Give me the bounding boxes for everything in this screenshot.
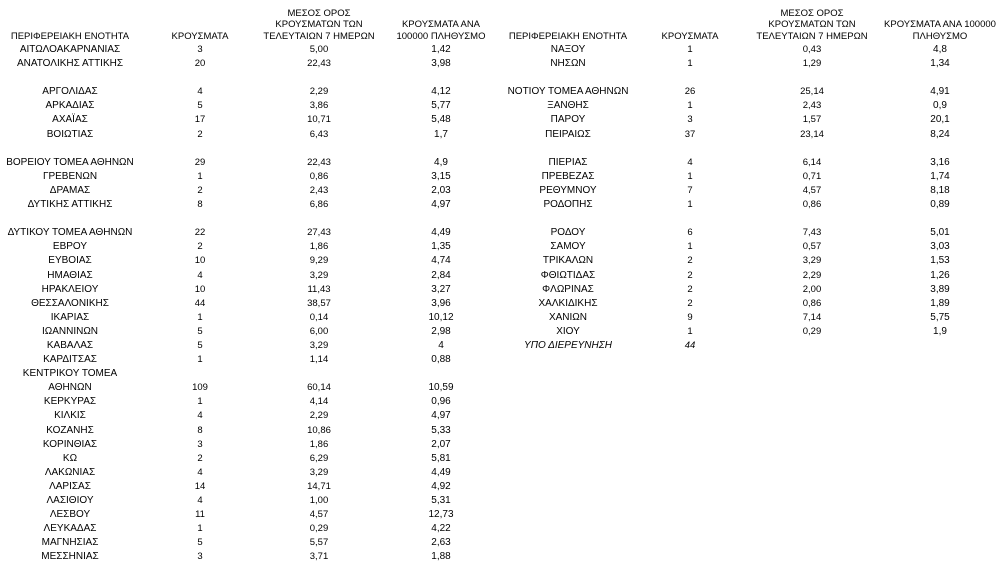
cell-area: ΕΒΡΟΥ [52,241,88,253]
cell-per100k: 5,33 [431,424,451,436]
cell-per100k: 4 [438,339,444,351]
cell-avg: 0,14 [309,311,329,323]
cell-cases: 1 [687,170,693,182]
cell-cases: 9 [687,311,693,323]
header-area: ΠΕΡΙΦΕΡΕΙΑΚΗ ΕΝΟΤΗΤΑ [10,30,130,42]
cell-cases: 20 [194,58,206,70]
cell-per100k: 2,07 [431,438,451,450]
cell-avg: 0,57 [802,241,822,253]
header-avg: ΜΕΣΟΣ ΟΡΟΣ ΚΡΟΥΣΜΑΤΩΝ ΤΩΝ ΤΕΛΕΥΤΑΙΩΝ 7 ΗΜΕΡΩΝ [263,7,375,42]
table-row [0,57,500,71]
table-row [500,170,997,184]
cell-avg: 5,00 [309,44,329,55]
cell-cases: 3 [197,438,203,450]
cell-avg: 0,86 [802,297,822,309]
table-row [0,99,500,113]
cell-area: ΞΑΝΘΗΣ [547,100,589,112]
table-row [0,254,500,268]
cell-avg: 11,43 [307,283,331,295]
cell-per100k: 1,26 [930,269,950,281]
cell-avg: 2,00 [802,283,822,295]
table-row [0,212,500,226]
cell-cases: 1 [687,199,693,211]
cell-avg: 7,14 [802,311,822,323]
cell-per100k: 4,12 [431,86,451,98]
table-row [500,226,997,240]
table-row [0,550,500,564]
cell-avg: 0,43 [802,44,822,55]
table-row [500,198,997,212]
table-row [0,113,500,127]
cell-avg: 3,71 [309,551,329,563]
cell-avg: 1,86 [309,241,329,253]
cell-area: ΑΡΓΟΛΙΔΑΣ [42,86,98,98]
table-row [500,269,997,283]
cell-per100k: 3,15 [431,170,451,182]
cell-cases: 1 [687,100,693,112]
cell-cases: 2 [687,297,693,309]
cell-avg: 2,29 [802,269,822,281]
cell-avg: 23,14 [800,128,824,140]
cell-area: ΛΕΣΒΟΥ [49,509,91,521]
cell-cases: 1 [197,354,203,366]
cell-cases: 1 [197,523,203,535]
table-row [500,113,997,127]
cell-avg: 4,57 [309,509,329,521]
cell-cases: 2 [197,452,203,464]
cell-area: ΣΑΜΟΥ [550,241,586,253]
cell-cases: 1 [197,170,203,182]
cell-area: ΡΟΔΟΥ [550,227,586,239]
cell-per100k: 3,27 [431,283,451,295]
table-row [500,43,997,57]
cell-area: ΒΟΡΕΙΟΥ ΤΟΜΕΑ ΑΘΗΝΩΝ [6,156,134,168]
table-row [0,156,500,170]
cell-cases: 1 [687,58,693,70]
cell-per100k: 8,24 [930,128,950,140]
table-row [0,438,500,452]
cell-area: ΦΛΩΡΙΝΑΣ [542,283,594,295]
cell-cases: 2 [197,184,203,196]
cell-cases: 6 [687,227,693,239]
table-row [0,198,500,212]
cell-avg: 3,29 [802,255,822,267]
cell-area: ΑΡΚΑΔΙΑΣ [45,100,95,112]
cell-cases: 5 [197,100,203,112]
cell-area: ΝΗΣΩΝ [550,58,586,70]
cell-area: ΛΕΥΚΑΔΑΣ [43,523,97,535]
cell-area: ΚΑΡΔΙΤΣΑΣ [43,354,97,366]
table-row [500,240,997,254]
table-row [0,240,500,254]
cell-area: ΡΕΘΥΜΝΟΥ [539,184,597,196]
cell-avg: 10,71 [307,114,331,126]
cell-per100k: 2,84 [431,269,451,281]
cell-area: ΦΘΙΩΤΙΔΑΣ [540,269,596,281]
cell-per100k: 1,7 [434,128,448,140]
cell-avg: 1,86 [309,438,329,450]
left-rows [0,43,500,564]
table-row [500,254,997,268]
table-row [500,142,997,156]
cell-avg: 0,86 [309,170,329,182]
table-row [0,297,500,311]
cell-avg: 0,71 [802,170,822,182]
cell-area: ΚΕΝΤΡΙΚΟΥ ΤΟΜΕΑ [22,368,118,380]
cell-per100k: 4,8 [933,44,947,55]
cell-avg: 6,43 [309,128,329,140]
cell-avg: 1,14 [309,354,329,366]
cell-avg: 6,14 [802,156,822,168]
cell-per100k: 5,75 [930,311,950,323]
cell-avg: 4,57 [802,184,822,196]
table-row [0,536,500,550]
cell-per100k: 4,9 [434,156,448,168]
cell-avg: 3,29 [309,269,329,281]
table-row [0,226,500,240]
cell-cases: 2 [687,255,693,267]
cell-area: ΚΑΒΑΛΑΣ [46,339,94,351]
cell-area: ΛΑΡΙΣΑΣ [49,480,91,492]
table-row [500,212,997,226]
cell-cases: 10 [194,283,206,295]
table-row [0,353,500,367]
cell-area: ΚΕΡΚΥΡΑΣ [43,396,97,408]
cell-area: ΗΜΑΘΙΑΣ [47,269,93,281]
cell-per100k: 5,77 [431,100,451,112]
cell-cases: 8 [197,424,203,436]
cell-avg: 6,00 [309,325,329,337]
table-row [500,184,997,198]
table-row [0,452,500,466]
cell-cases: 4 [197,410,203,422]
cell-avg: 14,71 [307,480,331,492]
cell-area: ΔΥΤΙΚΗΣ ΑΤΤΙΚΗΣ [27,199,113,211]
cell-per100k: 0,88 [431,354,451,366]
cell-avg: 0,29 [309,523,329,535]
cell-avg: 2,29 [309,86,329,98]
cell-cases: 3 [687,114,693,126]
cell-per100k: 4,49 [431,227,451,239]
cell-avg: 1,57 [802,114,822,126]
cell-per100k: 1,42 [431,44,451,55]
cell-area: ΠΙΕΡΙΑΣ [548,156,588,168]
cell-area: ΛΑΣΙΘΙΟΥ [46,495,94,506]
cell-avg: 0,29 [802,325,822,337]
cell-cases: 11 [195,509,205,521]
header-area: ΠΕΡΙΦΕΡΕΙΑΚΗ ΕΝΟΤΗΤΑ [508,30,628,42]
cell-area: ΑΙΤΩΛΟΑΚΑΡΝΑΝΙΑΣ [19,44,121,55]
table-row [500,128,997,142]
cell-per100k: 2,63 [431,537,451,549]
cell-area: ΜΕΣΣΗΝΙΑΣ [41,551,99,563]
cell-per100k: 0,96 [431,396,451,408]
cell-per100k: 1,9 [933,325,947,337]
cell-area: ΚΟΖΑΝΗΣ [46,424,94,436]
cell-avg: 22,43 [307,58,331,70]
cell-per100k: 3,03 [930,241,950,253]
table-row [500,311,997,325]
cell-area: ΤΡΙΚΑΛΩΝ [542,255,594,267]
cell-avg: 7,43 [802,227,822,239]
table-row [500,57,997,71]
cell-cases: 4 [197,86,203,98]
cell-avg: 1,29 [802,58,822,70]
table-row [0,339,500,353]
cell-avg: 3,29 [309,466,329,478]
cell-area: ΧΑΛΚΙΔΙΚΗΣ [538,297,598,309]
cell-area: ΛΑΚΩΝΙΑΣ [44,466,96,478]
cell-per100k: 2,98 [431,325,451,337]
cell-cases: 2 [687,283,693,295]
cell-per100k: 0,9 [933,100,947,112]
cell-cases: 4 [197,495,203,506]
table-row [0,424,500,438]
cell-area: ΒΟΙΩΤΙΑΣ [46,128,94,140]
cell-area: ΗΡΑΚΛΕΙΟΥ [41,283,99,295]
cell-area: ΙΚΑΡΙΑΣ [50,311,90,323]
cell-cases: 14 [194,480,206,492]
cell-avg: 9,29 [309,255,329,267]
cell-area: ΔΡΑΜΑΣ [49,184,91,196]
cell-per100k: 3,98 [431,58,451,70]
cell-per100k: 5,31 [431,495,451,506]
cell-per100k: 4,97 [431,410,451,422]
cell-cases: 8 [197,199,203,211]
header-cases: ΚΡΟΥΣΜΑΤΑ [171,30,229,42]
cell-area: ΧΙΟΥ [556,325,580,337]
table-row [500,325,997,339]
cell-per100k: 2,03 [431,184,451,196]
cell-area: ΚΙΛΚΙΣ [54,410,86,422]
cell-avg: 5,57 [309,537,329,549]
table-row [0,184,500,198]
table-row [0,508,500,522]
cell-cases: 2 [687,269,693,281]
cell-cases: 1 [687,241,693,253]
cell-per100k: 4,91 [930,86,950,98]
cell-cases: 4 [687,156,693,168]
cell-cases: 44 [194,297,206,309]
cell-per100k: 8,18 [930,184,950,196]
right-rows [500,43,997,353]
table-row [500,156,997,170]
cell-avg: 6,86 [309,199,329,211]
cell-area: ΝΟΤΙΟΥ ΤΟΜΕΑ ΑΘΗΝΩΝ [507,86,629,98]
table-row [0,395,500,409]
cell-per100k: 12,73 [428,509,454,521]
cell-area: ΑΝΑΤΟΛΙΚΗΣ ΑΤΤΙΚΗΣ [16,58,124,70]
table-row [0,409,500,423]
cell-cases: 5 [197,339,203,351]
header-cases: ΚΡΟΥΣΜΑΤΑ [661,30,719,42]
cell-cases: 3 [197,44,203,55]
table-row [500,85,997,99]
table-row [0,522,500,536]
cell-per100k: 4,92 [431,480,451,492]
cell-cases: 29 [194,156,206,168]
cell-per100k: 10,59 [428,382,454,394]
cell-area: ΘΕΣΣΑΛΟΝΙΚΗΣ [31,297,109,309]
cell-cases: 26 [684,86,696,98]
cell-per100k: 1,35 [431,241,451,253]
cell-cases: 4 [197,269,203,281]
cell-area: ΑΘΗΝΩΝ [48,382,92,394]
cell-cases: 109 [192,382,208,394]
table-row [500,283,997,297]
cell-avg: 3,86 [309,100,329,112]
cell-avg: 60,14 [307,382,331,394]
cell-per100k: 5,01 [930,227,950,239]
cell-area: ΚΟΡΙΝΘΙΑΣ [42,438,98,450]
cell-per100k: 5,81 [431,452,451,464]
cell-cases: 44 [684,339,696,351]
cell-area: ΝΑΞΟΥ [550,44,586,55]
table-row [0,283,500,297]
cell-per100k: 20,1 [930,114,950,126]
cell-per100k: 4,97 [431,199,451,211]
cell-area: ΙΩΑΝΝΙΝΩΝ [41,325,99,337]
table-row [500,71,997,85]
cell-cases: 37 [684,128,696,140]
table-row [500,339,997,353]
cell-avg: 27,43 [307,227,331,239]
cell-cases: 5 [197,325,203,337]
table-row [0,142,500,156]
cell-cases: 3 [197,551,203,563]
table-row [0,170,500,184]
cell-per100k: 1,53 [930,255,950,267]
cell-per100k: 0,89 [930,199,950,211]
cell-avg: 2,43 [802,100,822,112]
cell-avg: 3,29 [309,339,329,351]
cell-area: ΓΡΕΒΕΝΩΝ [42,170,98,182]
cell-area: ΑΧΑΪΑΣ [52,114,88,126]
table-row [0,43,500,57]
cell-per100k: 1,74 [930,170,950,182]
table-row [0,466,500,480]
cell-cases: 1 [687,44,693,55]
table-row [0,494,500,508]
cell-avg: 0,86 [802,199,822,211]
cell-area: ΠΡΕΒΕΖΑΣ [541,170,595,182]
cell-area: ΚΩ [62,452,78,464]
cell-per100k: 1,34 [930,58,950,70]
cell-area: ΠΑΡΟΥ [550,114,586,126]
cell-cases: 2 [197,128,203,140]
cell-cases: 2 [197,241,203,253]
cell-avg: 6,29 [309,452,329,464]
cell-cases: 10 [194,255,206,267]
header-per100k: ΚΡΟΥΣΜΑΤΑ ΑΝΑ 100000 ΠΛΗΘΥΣΜΟ [396,19,486,42]
cell-cases: 5 [197,537,203,549]
table-row [0,71,500,85]
cell-avg: 10,86 [307,424,331,436]
cell-avg: 25,14 [800,86,824,98]
cell-cases: 7 [687,184,693,196]
table-row [0,325,500,339]
table-row [0,367,500,381]
table-row [0,85,500,99]
header-per100k: ΚΡΟΥΣΜΑΤΑ ΑΝΑ 100000 ΠΛΗΘΥΣΜΟ [884,19,996,42]
cell-per100k: 5,48 [431,114,451,126]
cell-area: ΔΥΤΙΚΟΥ ΤΟΜΕΑ ΑΘΗΝΩΝ [7,227,133,239]
cell-cases: 1 [687,325,693,337]
cell-area: ΕΥΒΟΙΑΣ [48,255,92,267]
cell-avg: 2,29 [309,410,329,422]
cell-per100k: 4,22 [431,523,451,535]
cell-per100k: 1,89 [930,297,950,309]
cell-per100k: 4,74 [431,255,451,267]
cell-cases: 22 [194,227,206,239]
cell-avg: 1,00 [309,495,329,506]
header-avg: ΜΕΣΟΣ ΟΡΟΣ ΚΡΟΥΣΜΑΤΩΝ ΤΩΝ ΤΕΛΕΥΤΑΙΩΝ 7 ΗΜΕΡΩΝ [756,7,868,42]
cell-avg: 22,43 [307,156,331,168]
cell-cases: 1 [197,311,203,323]
cell-area: ΧΑΝΙΩΝ [548,311,588,323]
table-row [0,269,500,283]
table-row [0,381,500,395]
cell-area: ΠΕΙΡΑΙΩΣ [545,128,591,140]
cell-per100k: 4,49 [431,466,451,478]
table-row [0,128,500,142]
table-row [500,297,997,311]
cell-per100k: 1,88 [431,551,451,563]
cell-avg: 38,57 [307,297,331,309]
cell-cases: 4 [197,466,203,478]
table-row [0,480,500,494]
cell-per100k: 3,89 [930,283,950,295]
cell-cases: 1 [197,396,203,408]
table-row [0,311,500,325]
cell-cases: 17 [194,114,206,126]
cell-area: ΥΠΟ ΔΙΕΡΕΥΝΗΣΗ [524,339,612,351]
cell-per100k: 3,96 [431,297,451,309]
cell-area: ΜΑΓΝΗΣΙΑΣ [41,537,99,549]
cell-per100k: 10,12 [428,311,454,323]
table-row [500,99,997,113]
cell-per100k: 3,16 [930,156,950,168]
cell-avg: 4,14 [309,396,329,408]
cell-avg: 2,43 [309,184,329,196]
cell-area: ΡΟΔΟΠΗΣ [543,199,593,211]
